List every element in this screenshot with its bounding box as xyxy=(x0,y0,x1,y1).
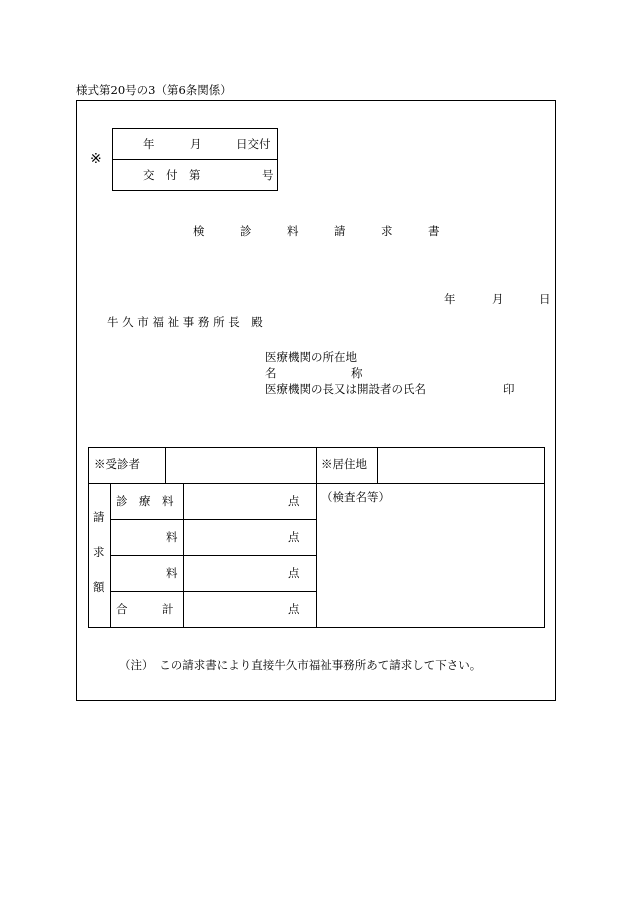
row-label: 料 xyxy=(166,566,178,580)
institution-head-label: 医療機関の長又は開設者の氏名 xyxy=(265,382,426,396)
issue-box-divider xyxy=(112,159,278,160)
title-char: 診 xyxy=(240,224,252,238)
date-year: 年 xyxy=(444,292,456,306)
row-unit: 点 xyxy=(288,602,300,616)
institution-name-label-b: 称 xyxy=(351,366,363,380)
row-divider xyxy=(110,591,316,592)
residence-label: ※居住地 xyxy=(321,457,367,471)
date-day: 日 xyxy=(539,292,551,306)
institution-name-label-a: 名 xyxy=(265,366,277,380)
claim-label-char: 額 xyxy=(93,580,105,594)
exam-label: （検査名等） xyxy=(321,490,390,504)
institution-location-label: 医療機関の所在地 xyxy=(265,350,357,364)
title-char: 求 xyxy=(381,224,393,238)
issue-mark: ※ xyxy=(90,151,102,167)
row-label: 診 療 料 xyxy=(116,494,174,508)
table-middle-vline xyxy=(316,447,317,628)
title-char: 書 xyxy=(428,224,440,238)
table-header-vline xyxy=(165,447,166,483)
row-unit: 点 xyxy=(288,530,300,544)
row-label: 料 xyxy=(166,530,178,544)
row-label: 合 計 xyxy=(116,602,174,616)
issue-date-month: 月 xyxy=(190,137,202,151)
issue-number-suffix: 号 xyxy=(262,168,274,182)
title-char: 料 xyxy=(287,224,299,238)
patient-label: ※受診者 xyxy=(94,457,140,471)
table-header-vline xyxy=(377,447,378,483)
issue-date-day: 日交付 xyxy=(236,137,271,151)
title-char: 請 xyxy=(334,224,346,238)
claim-label-char: 求 xyxy=(93,545,105,559)
addressee: 牛 久 市 福 祉 事 務 所 長 殿 xyxy=(107,315,263,329)
date-month: 月 xyxy=(492,292,504,306)
claim-label-char: 請 xyxy=(93,510,105,524)
row-divider xyxy=(110,519,316,520)
issue-date-year: 年 xyxy=(143,137,155,151)
row-unit: 点 xyxy=(288,566,300,580)
row-divider xyxy=(110,555,316,556)
title-char: 検 xyxy=(193,224,205,238)
issue-number-label: 交 付 第 xyxy=(143,168,201,182)
row-unit: 点 xyxy=(288,494,300,508)
note: （注） この請求書により直接牛久市福祉事務所あて請求して下さい。 xyxy=(119,658,482,672)
seal-mark: 印 xyxy=(503,382,515,396)
form-id: 様式第20号の3（第6条関係） xyxy=(76,83,232,97)
